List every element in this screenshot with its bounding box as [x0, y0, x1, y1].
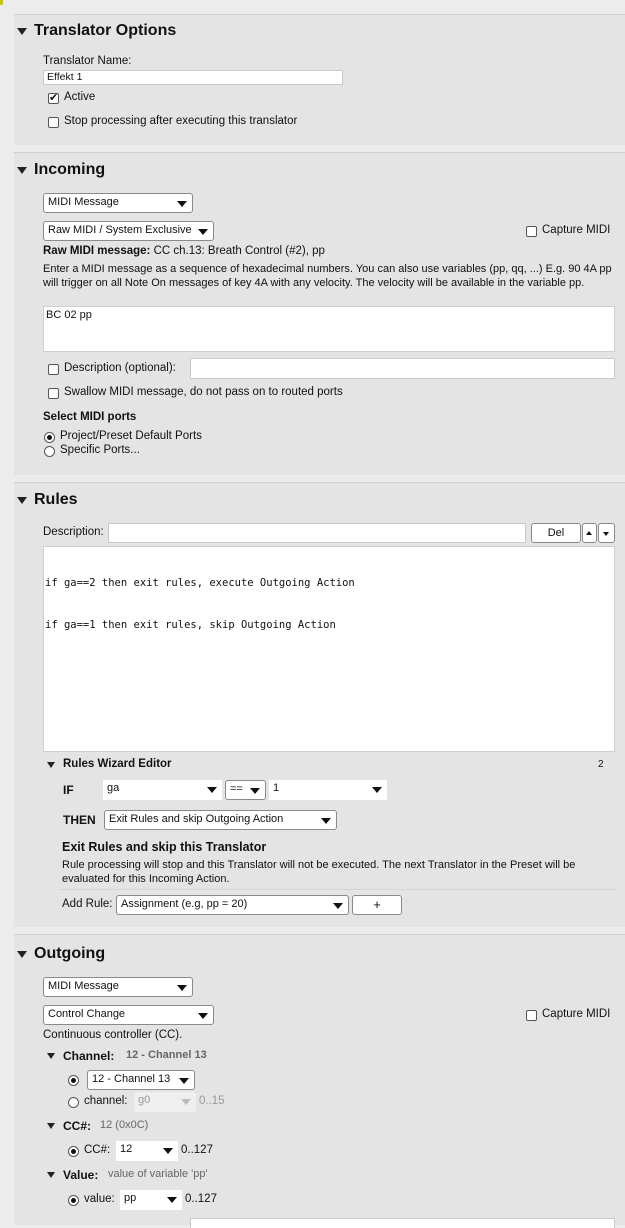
- rules-description-input[interactable]: [108, 523, 526, 543]
- cc-label: CC#:: [63, 1119, 92, 1133]
- if-operator-select[interactable]: ==: [225, 780, 266, 800]
- specific-ports-label: Specific Ports...: [60, 444, 140, 456]
- cc-fixed-radio[interactable]: [68, 1146, 79, 1157]
- arrow-down-icon: [603, 532, 609, 536]
- add-rule-label: Add Rule:: [62, 898, 113, 910]
- incoming-type-select[interactable]: MIDI Message: [43, 193, 193, 213]
- value-field-label: value:: [84, 1193, 115, 1205]
- swallow-midi-checkbox[interactable]: [48, 388, 59, 399]
- cc-field-label: CC#:: [84, 1144, 111, 1156]
- wizard-separator: [60, 889, 615, 890]
- cc-description: Continuous controller (CC).: [43, 1029, 183, 1041]
- then-label: THEN: [63, 813, 96, 827]
- channel-variable-radio[interactable]: [68, 1097, 79, 1108]
- chevron-down-icon: [198, 229, 208, 235]
- cc-range: 0..127: [181, 1144, 213, 1156]
- stop-processing-label: Stop processing after executing this translator: [64, 115, 298, 127]
- default-ports-radio[interactable]: [44, 432, 55, 443]
- collapse-incoming-icon[interactable]: [17, 167, 27, 174]
- select-midi-ports-label: Select MIDI ports: [43, 411, 137, 423]
- channel-label: Channel:: [63, 1049, 115, 1063]
- translator-name-label: Translator Name:: [43, 55, 132, 67]
- outgoing-subtype-select[interactable]: Control Change: [43, 1005, 214, 1025]
- chevron-down-icon: [163, 1148, 173, 1154]
- cc-summary: 12 (0x0C): [100, 1119, 149, 1131]
- outgoing-title: Outgoing: [34, 945, 106, 962]
- incoming-description-checkbox[interactable]: [48, 364, 59, 375]
- collapse-value-icon[interactable]: [47, 1172, 55, 1178]
- delete-rule-button[interactable]: Del: [531, 523, 581, 543]
- active-label: Active: [64, 91, 96, 103]
- outgoing-description-input[interactable]: [190, 1218, 615, 1228]
- rule-line[interactable]: if ga==2 then exit rules, execute Outgoing Action: [45, 577, 355, 589]
- move-rule-up-button[interactable]: [582, 523, 597, 543]
- outgoing-type-select[interactable]: MIDI Message: [43, 977, 193, 997]
- collapse-rules-icon[interactable]: [17, 497, 27, 504]
- chevron-down-icon: [179, 1078, 189, 1084]
- rule-line[interactable]: if ga==1 then exit rules, skip Outgoing Action: [45, 619, 336, 631]
- specific-ports-radio[interactable]: [44, 446, 55, 457]
- incoming-title: Incoming: [34, 161, 106, 178]
- translator-name-input[interactable]: Effekt 1: [43, 70, 343, 85]
- channel-summary: 12 - Channel 13: [126, 1049, 207, 1061]
- if-variable-select[interactable]: ga: [103, 780, 222, 800]
- chevron-down-icon: [198, 1013, 208, 1019]
- incoming-capture-midi-label: Capture MIDI: [542, 224, 611, 236]
- collapse-rules-wizard-icon[interactable]: [47, 762, 55, 768]
- channel-range: 0..15: [199, 1095, 225, 1107]
- collapse-channel-icon[interactable]: [47, 1053, 55, 1059]
- value-fixed-radio[interactable]: [68, 1195, 79, 1206]
- chevron-down-icon: [372, 787, 382, 793]
- raw-midi-message-value: CC ch.13: Breath Control (#2), pp: [153, 245, 325, 257]
- outgoing-capture-midi-checkbox[interactable]: [526, 1010, 537, 1021]
- if-label: IF: [63, 783, 74, 797]
- arrow-up-icon: [586, 531, 592, 535]
- raw-midi-help-text: Enter a MIDI message as a sequence of hexadecimal numbers. You can also use variables (pp, qq, ...) E.g. 90 4A pp will trigger on all Note On messages of key 4A with any velocity. The velocity will be available in the variable pp.: [43, 263, 612, 289]
- incoming-description-input[interactable]: [190, 358, 615, 379]
- chevron-down-icon: [207, 787, 217, 793]
- chevron-down-icon: [167, 1197, 177, 1203]
- channel-select[interactable]: 12 - Channel 13: [87, 1070, 195, 1090]
- action-title: Exit Rules and skip this Translator: [62, 840, 267, 854]
- incoming-description-label: Description (optional):: [64, 362, 176, 374]
- channel-variable-label: channel:: [84, 1095, 128, 1107]
- chevron-down-icon: [321, 818, 331, 824]
- then-action-select[interactable]: Exit Rules and skip Outgoing Action: [104, 810, 337, 830]
- channel-variable-select[interactable]: g0: [134, 1092, 196, 1112]
- if-value-select[interactable]: 1: [269, 780, 387, 800]
- cc-select[interactable]: 12: [116, 1141, 178, 1161]
- translator-options-title: Translator Options: [34, 22, 177, 39]
- rules-description-label: Description:: [43, 526, 104, 538]
- chevron-down-icon: [177, 985, 187, 991]
- collapse-outgoing-icon[interactable]: [17, 951, 27, 958]
- add-rule-select[interactable]: Assignment (e.g, pp = 20): [116, 895, 349, 915]
- outgoing-capture-midi-label: Capture MIDI: [542, 1008, 611, 1020]
- collapse-cc-icon[interactable]: [47, 1123, 55, 1129]
- chevron-down-icon: [181, 1099, 191, 1105]
- value-select[interactable]: pp: [120, 1190, 182, 1210]
- active-checkbox[interactable]: [48, 93, 59, 104]
- collapse-translator-options-icon[interactable]: [17, 28, 27, 35]
- value-label: Value:: [63, 1168, 99, 1182]
- swallow-midi-label: Swallow MIDI message, do not pass on to routed ports: [64, 386, 343, 398]
- chevron-down-icon: [333, 903, 343, 909]
- rules-editor[interactable]: [43, 546, 615, 752]
- rules-wizard-line-number: 2: [598, 759, 604, 770]
- move-rule-down-button[interactable]: [598, 523, 615, 543]
- chevron-down-icon: [177, 201, 187, 207]
- raw-midi-message-label: Raw MIDI message:: [43, 245, 151, 257]
- default-ports-label: Project/Preset Default Ports: [60, 430, 202, 442]
- value-summary: value of variable 'pp': [108, 1168, 208, 1180]
- channel-fixed-radio[interactable]: [68, 1075, 79, 1086]
- chevron-down-icon: [250, 788, 260, 794]
- left-edge-marker: [0, 0, 3, 5]
- stop-processing-checkbox[interactable]: [48, 117, 59, 128]
- action-description: Rule processing will stop and this Translator will not be executed. The next Translator in the Preset will be evaluated for this Incoming Action.: [62, 859, 576, 885]
- rules-title: Rules: [34, 491, 78, 508]
- rules-wizard-title: Rules Wizard Editor: [63, 758, 172, 770]
- add-rule-button[interactable]: +: [352, 895, 402, 915]
- midi-message-input[interactable]: BC 02 pp: [43, 306, 615, 352]
- incoming-capture-midi-checkbox[interactable]: [526, 226, 537, 237]
- incoming-subtype-select[interactable]: Raw MIDI / System Exclusive: [43, 221, 214, 241]
- raw-midi-message-summary: [43, 245, 325, 257]
- value-range: 0..127: [185, 1193, 217, 1205]
